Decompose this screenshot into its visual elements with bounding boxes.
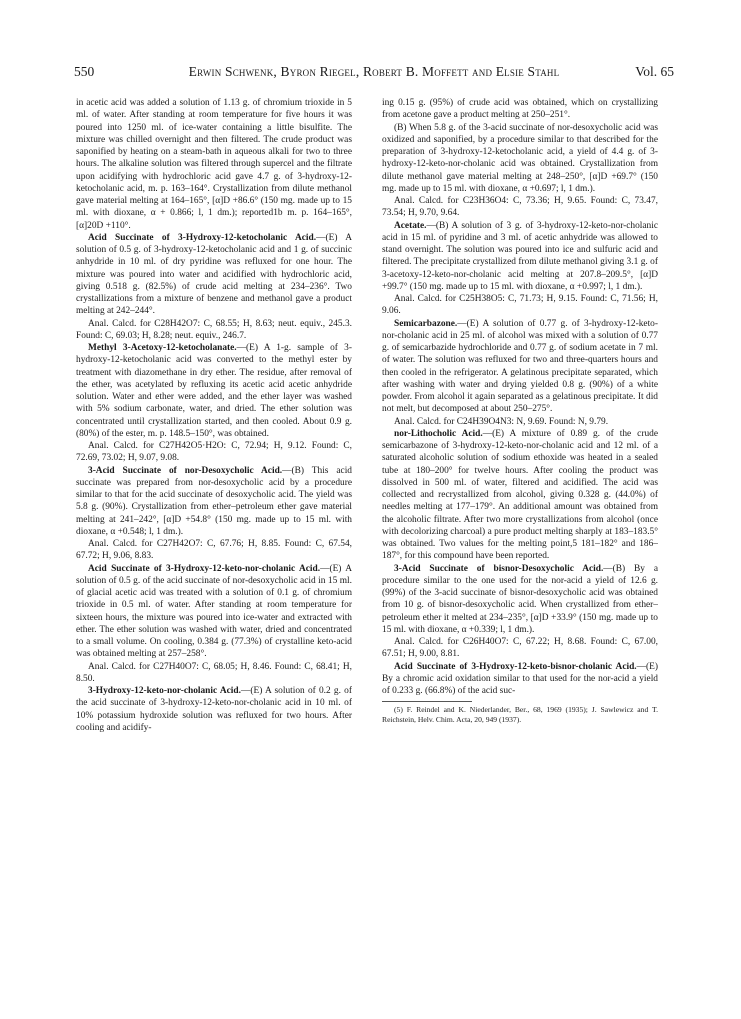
footnote-rule (382, 701, 472, 702)
running-title-authors: Erwin Schwenk, Byron Riegel, Robert B. Moffett and Elsie Stahl (188, 64, 560, 79)
paragraph-body: —(B) This acid succinate was prepared from nor-desoxycholic acid by a procedure similar to that for the acid succinate of desoxycholic acid. The yield was 5.8 g. (90%). Crystallization from ether–petroleum ether gave material melting at 241–242°, [α]D +54.8° (150 mg. made up to 15 ml. with dioxane, α +0.548; l, 1 dm.). (76, 465, 352, 537)
left-column (76, 97, 352, 734)
analysis-line: Anal. Calcd. for C27H42O7: C, 67.76; H, 8.85. Found: C, 67.54, 67.72; H, 9.06, 8.83. (76, 539, 352, 562)
paragraph-body: —(E) A mixture of 0.89 g. of the crude semicarbazone of 3-hydroxy-12-keto-nor-cholanic acid and 12 ml. of a saturated alcoholic solution of sodium ethoxide was heated in a sealed tube at 180–200° for twelve hours. After cooling the product was dissolved in 500 ml. of water, filtered and acidified. The acid was collected and recrystallized from alcohol, giving 0.328 g. (44.0%) of needles melting at 177–179°. An additional amount was obtained from the alcoholic filtrate. After two more crystallizations from alcohol (once with decolorizing charcoal) a pure product melting sharply at 183–183.5° was obtained. Two values for the melting point,5 181–182° and 186–187°, for this compound have been reported. (382, 428, 658, 562)
section-heading: 3-Acid Succinate of nor-Desoxycholic Acid. (88, 465, 283, 476)
paragraph (382, 428, 658, 563)
paragraph (76, 685, 352, 734)
section-heading: Acid Succinate of 3-Hydroxy-12-keto-nor-cholanic Acid. (88, 563, 321, 574)
paragraph-body: —(E) A solution of 0.77 g. of 3-hydroxy-12-keto-nor-cholanic acid in 25 ml. of alcohol was mixed with a solution of 0.77 g. of semicarbazide hydrochloride and 0.77 g. of sodium acetate in 7 ml. of water. The solution was refluxed for two and three-quarters hours and then cooled in the refrigerator. A gelatinous precipitate separated, which after washing with water and drying yielded 0.8 g. (90%) of a white powder. From alcohol it again separated as a gelatinous precipitate. It did not melt, but decomposed at about 250–275°. (382, 318, 658, 415)
paragraph (76, 465, 352, 539)
analysis-line: Anal. Calcd. for C25H38O5: C, 71.73; H, 9.15. Found: C, 71.56; H, 9.06. (382, 294, 658, 317)
paragraph-body: —(B) By a procedure similar to the one used for the nor-acid a yield of 12.6 g. (99%) of the 3-acid succinate of bisnor-desoxycholic acid was obtained from 10 g. of bisnor-desoxycholic acid. When crystallized from ether–petroleum ether it melted at 234–235°, [α]D +33.9° (150 mg. made up to 15 ml. with dioxane, α +0.339; l, 1 dm.). (382, 563, 658, 635)
paragraph: in acetic acid was added a solution of 1.13 g. of chromium trioxide in 5 ml. of water. After standing at room temperature for five hours it was poured into 1250 ml. of ice-water containing a little bisulfite. The mixture was chilled overnight and then filtered. The crude product was saponified by heating on a steam-bath in aqueous alkali for two to three hours. The alkaline solution was filtered through supercel and the filtrate upon acidifying with hydrochloric acid gave 4.7 g. of 3-hydroxy-12-ketocholanic acid, m. p. 163–164°. Crystallization from dilute methanol gave material melting at 164–165°, [α]D +86.6° (150 mg. made up to 15 ml. with dioxane, α + 0.866; l, 1 dm.); reported1b m. p. 164–165°, [α]20D +110°. (76, 98, 352, 231)
section-heading: nor-Lithocholic Acid. (394, 428, 483, 439)
paragraph-body: —(E) A solution of 0.2 g. of the acid succinate of 3-hydroxy-12-keto-nor-cholanic acid in 10 ml. of 10% potassium hydroxide solution was refluxed for two hours. After cooling and acidify- (76, 686, 352, 733)
paragraph-body: —(E) By a chromic acid oxidation similar to that used for the nor-acid a yield of 0.233 g. (66.8%) of the acid suc- (382, 661, 658, 696)
section-heading: Methyl 3-Acetoxy-12-ketocholanate. (88, 343, 237, 353)
page-number: 550 (74, 64, 95, 79)
paragraph-body: —(E) A solution of 0.5 g. of 3-hydroxy-12-ketocholanic acid and 1 g. of succinic anhydride in 10 ml. of dry pyridine was refluxed for one hour. The mixture was poured into water and acidified with hydrochloric acid, giving 0.518 g. (82.5%) of crude acid melting at 234–236°. Two crystallizations from a mixture of benzene and methanol gave a product melting at 242–244°. (76, 232, 352, 317)
section-heading: Semicarbazone. (394, 318, 458, 329)
section-heading: 3-Acid Succinate of bisnor-Desoxycholic Acid. (394, 563, 604, 574)
paragraph-body: —(B) A solution of 3 g. of 3-hydroxy-12-keto-nor-cholanic acid in 15 ml. of pyridine and 3 ml. of acetic anhydride was allowed to stand overnight. The solution was poured into ice and sulfuric acid and filtered. The precipitate crystallized from dilute methanol giving 3.1 g. of 3-acetoxy-12-keto-nor-cholanic acid melting at 207.8–209.5°, [α]D +99.7° (150 mg. made up to 15 ml. with dioxane, α +0.997; l, 1 dm.). (382, 220, 658, 292)
analysis-line: Anal. Calcd. for C26H40O7: C, 67.22; H, 8.68. Found: C, 67.00, 67.51; H, 9.00, 8.81. (382, 637, 658, 660)
paragraph (382, 220, 658, 294)
paragraph-body: —(E) A 1-g. sample of 3-hydroxy-12-ketocholanic acid was converted to the methyl ester by treatment with diazomethane in dry ether. The residue, after removal of the ether, was acetylated by refluxing its acetic acid acetic anhydride solution. Water and ether were added, and the ether layer was washed with 5% sodium carbonate, water, and dried. The ether solution was concentrated until crystallization started, and then cooled. About 0.9 g. (80%) of the ester, m. p. 148.5–150°, was obtained. (76, 343, 352, 439)
paragraph: ing 0.15 g. (95%) of crude acid was obtained, which on crystallizing from acetone gave a product melting at 250–251°. (382, 98, 658, 121)
section-heading: Acid Succinate of 3-Hydroxy-12-ketocholanic Acid. (88, 232, 317, 243)
right-column (382, 97, 658, 725)
section-heading: Acid Succinate of 3-Hydroxy-12-keto-bisnor-cholanic Acid. (394, 661, 637, 672)
paragraph-body: —(E) A solution of 0.5 g. of the acid succinate of nor-desoxycholic acid in 15 ml. of glacial acetic acid was treated with a solution of 0.1 g. of chromium trioxide in 0.5 ml. of water. After standing at room temperature for sixteen hours, the mixture was poured into ice-water and extracted with ether. The ether solution was washed with water, dried and concentrated to a small volume. On cooling, 0.384 g. (77.3%) of crystalline keto-acid was obtained melting at 257–258°. (76, 563, 352, 660)
paragraph (382, 318, 658, 416)
volume-label: Vol. 65 (635, 64, 674, 79)
paragraph: (B) When 5.8 g. of the 3-acid succinate of nor-desoxycholic acid was oxidized and saponified, by a procedure similar to that described for the preparation of 3-hydroxy-12-ketocholanic acid, a yield of 4.4 g. of 3-hydroxy-12-keto-nor-cholanic acid was obtained. Crystallization from dilute methanol gave material melting at 248–250°, [α]D +69.7° (150 mg. made up to 15 ml. with dioxane, α +0.697; l, 1 dm.). (382, 122, 658, 194)
paragraph (76, 342, 352, 440)
running-header (74, 64, 674, 82)
section-heading: 3-Hydroxy-12-keto-nor-cholanic Acid. (88, 686, 241, 696)
footnote: (5) F. Reindel and K. Niederlander, Ber., 68, 1969 (1935); J. Sawlewicz and T. Reichstein, Helv. Chim. Acta, 20, 949 (1937). (382, 705, 658, 725)
analysis-line: Anal. Calcd. for C28H42O7: C, 68.55; H, 8.63; neut. equiv., 245.3. Found: C, 69.03; H, 8.28; neut. equiv., 246.7. (76, 318, 352, 341)
paragraph (76, 563, 352, 661)
paragraph (382, 661, 658, 698)
paragraph (76, 232, 352, 318)
analysis-line: Anal. Calcd. for C24H39O4N3: N, 9.69. Found: N, 9.79. (394, 416, 609, 427)
section-heading: Acetate. (394, 220, 427, 231)
analysis-line: Anal. Calcd. for C27H40O7: C, 68.05; H, 8.46. Found: C, 68.41; H, 8.50. (76, 661, 352, 684)
analysis-line: Anal. Calcd. for C23H36O4: C, 73.36; H, 9.65. Found: C, 73.47, 73.54; H, 9.70, 9.64. (382, 196, 658, 219)
paragraph (382, 563, 658, 637)
analysis-line: Anal. Calcd. for C27H42O5·H2O: C, 72.94; H, 9.12. Found: C, 72.69, 73.02; H, 9.07, 9.08. (76, 441, 352, 464)
